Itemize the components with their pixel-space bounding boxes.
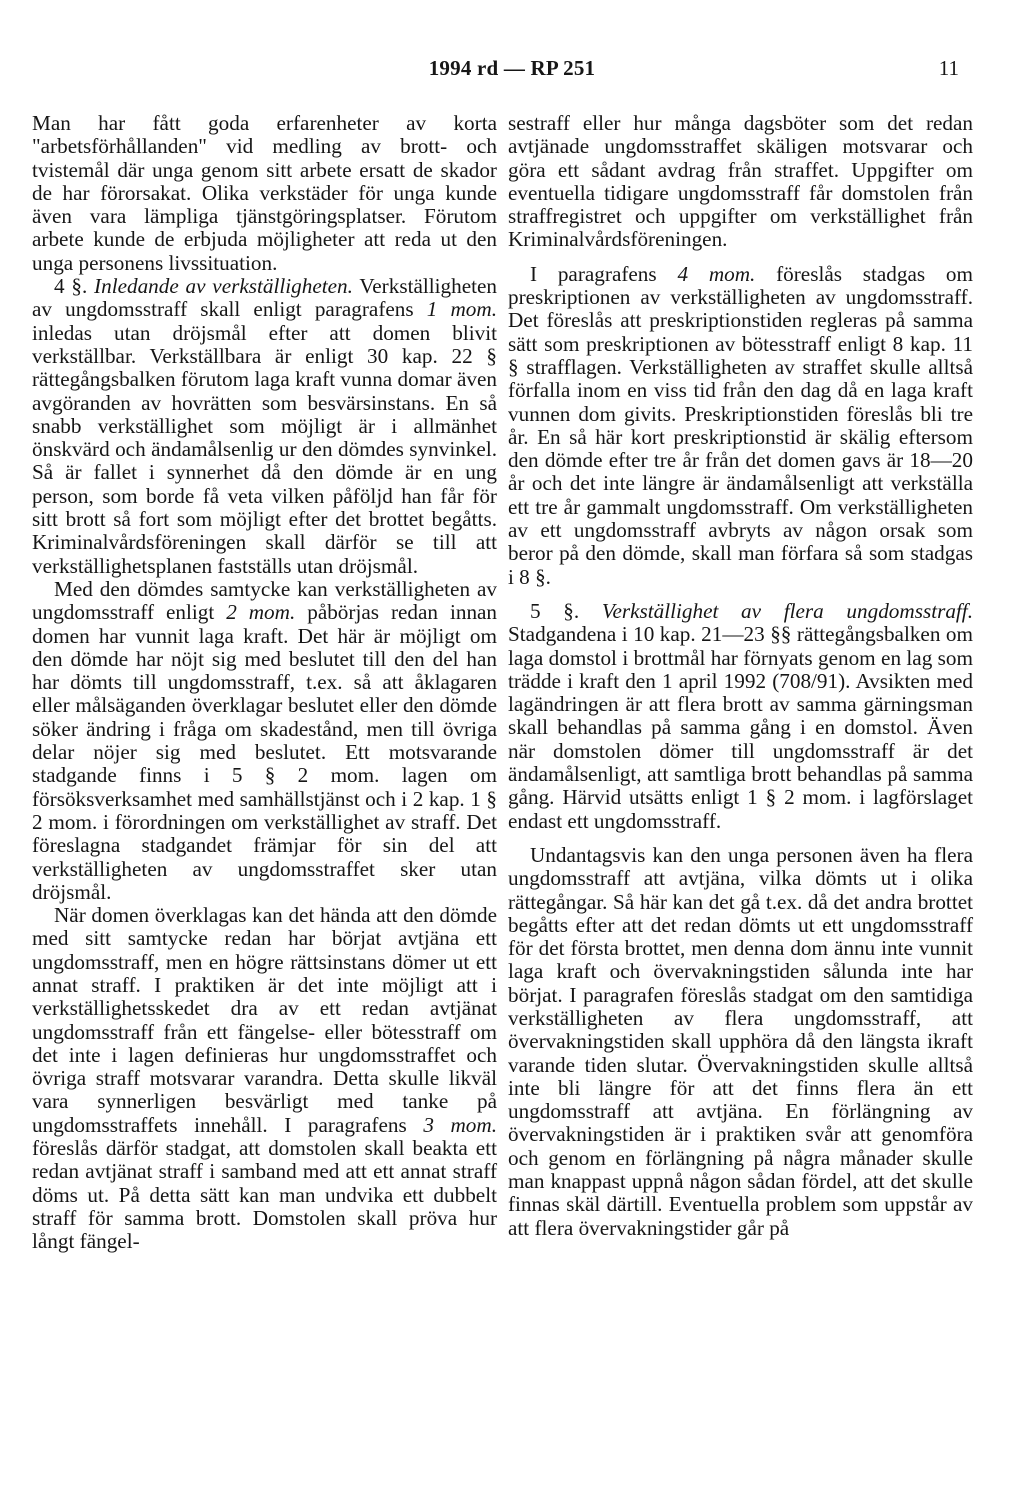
paragraph-text: föreslås stadgas om preskriptionen av verkställigheten av ungdomsstraff. Det föreslås att preskriptionstiden regleras på samma sätt som preskriptionen av bötesstraff enligt 8 kap. 11 § strafflagen. Verkställigheten av straffet skulle alltså förfalla inom en viss tid från den dag då en laga kraft vunnen dom givits. Preskriptionstiden föreslås bli tre år. En så här kort preskriptionstid är skälig eftersom den dömde efter tre år från det domen gavs är 18—20 år och det inte längre är ändamålsenligt att verkställa ett tre år gammalt ungdomsstraff. Om verkställigheten av ett ungdomsstraff avbryts av någon orsak som beror på den dömde, skall man förfara så som stadgas i 8 §. <box>508 261 973 589</box>
moment-reference: 1 mom. <box>426 297 498 322</box>
page-number: 11 <box>938 56 959 80</box>
section-heading: Inledande av verkställigheten. <box>94 274 353 299</box>
paragraph <box>32 904 497 1253</box>
paragraph <box>32 578 497 904</box>
paragraph-text: påbörjas redan innan domen har vunnit laga kraft. Det här är möjligt om den dömde har nöjt sig med beslutet till den del han har dömts till ungdomsstraff, t.ex. så att åklagaren eller målsäganden överklagar beslutet eller den dömde söker ändring i fråga om skadestånd, men till övriga delar nöjer sig med beslutet. Ett motsvarande stadgande finns i 5 § 2 mom. lagen om försöksverksamhet med samhällstjänst och i 2 kap. 1 § 2 mom. i förordningen om verkställighet av straff. Det föreslagna stadgandet främjar för sin del att verkställigheten av ungdomsstraffet sker utan dröjsmål. <box>32 600 498 904</box>
right-column <box>508 112 973 1240</box>
moment-reference: 4 mom. <box>677 261 756 286</box>
paragraph <box>32 275 497 578</box>
paragraph-text: Undantagsvis kan den unga personen även ha flera ungdomsstraff att avtjäna, vilka dömts ut i olika rättegångar. Så här kan det gå t.ex. då det andra brottet begåtts efter att det redan dömts ut ett ungdomsstraff för det första brottet, men denna dom ännu inte vunnit laga kraft och övervakningstiden sålunda inte har börjat. I paragrafen föreslås stadgat om den samtidiga verkställigheten av flera ungdomsstraff, att övervakningstiden skall upphöra då den längsta ikraft varande tiden slutar. Övervakningstiden skulle alltså inte bli längre för att det finns flera än ett ungdomsstraff att avtjäna. En förlängning av övervakningstiden är i praktiken svår att genomföra och genom en förlängning på några månader skulle man knappast uppnå någon sådan fördel, att det skulle finnas skäl därtill. Eventuella problem som uppstår av att flera övervakningstider går på <box>508 842 973 1240</box>
section-number: 5 §. <box>530 598 580 623</box>
paragraph <box>508 112 973 252</box>
running-title: 1994 rd — RP 251 <box>428 56 596 80</box>
paragraph <box>32 112 497 275</box>
section-heading: Verkställighet av flera ungdomsstraff. <box>601 598 973 623</box>
paragraph <box>508 600 973 833</box>
paragraph-text: föreslås därför stadgat, att domstolen skall beakta ett redan avtjänat straff i samband med att ett annat straff döms ut. På detta sätt kan man undvika ett dubbelt straff för samma brott. Domstolen skall pröva hur långt fängel- <box>32 1136 497 1254</box>
paragraph-text: inledas utan dröjsmål efter att domen blivit verkställbar. Verkställbara är enligt 30 kap. 22 § rättegångsbalken förutom laga kraft vunna domar även avgöranden av hovrätten som besvärsinstans. En så snabb verkställighet som möjligt är i allmänhet önskvärd och ändamålsenlig ur den dömdes synvinkel. Så är fallet i synnerhet då den dömde är en ung person, som borde få veta vilken påföljd han får för sitt brott så fort som möjligt efter det brottet begåtts. Kriminalvårdsföreningen skall därför se till att verkställighetsplanen fastställs utan dröjsmål. <box>32 320 497 578</box>
moment-reference: 2 mom. <box>226 600 296 625</box>
paragraph-text: sestraff eller hur många dagsböter som det redan avtjänade ungdomsstraffet skäligen motsvarar och göra ett sådant avdrag från straffet. Uppgifter om eventuella tidigare ungdomsstraff får domstolen från straffregistret och uppgifter om verkställighet från Kriminalvårdsföreningen. <box>508 111 973 252</box>
paragraph-text: Med den dömdes samtycke kan verkställigheten av ungdomsstraff enligt <box>32 576 497 625</box>
paragraph-text: Man har fått goda erfarenheter av korta "arbetsförhållanden" vid medling av brott- och tvistemål där unga genom sitt arbete ersatt de skador de har förorsakat. Olika verkstäder för unga kunde även vara lämpliga tjänstgöringsplatser. Förutom arbete kunde de erbjuda möjligheter att reda ut den unga personens livssituation. <box>32 111 497 275</box>
paragraph-text: Verkställigheten av ungdomsstraff skall enligt paragrafens <box>32 274 498 322</box>
section-number: 4 §. <box>54 274 88 299</box>
left-column <box>32 112 497 1254</box>
paragraph-text: Stadgandena i 10 kap. 21—23 §§ rättegångsbalken om laga domstol i brottmål har förnyats genom en lag som trädde i kraft den 1 april 1992 (708/91). Avsikten med lagändringen är att flera brott av samma gärningsman skall behandlas på samma gång i en domstol. Även när domstolen dömer till ungdomsstraff är det ändamålsenligt, att samtliga brott behandlas på samma gång. Härvid utsätts enligt 1 § 2 mom. i lagförslaget endast ett ungdomsstraff. <box>508 622 973 833</box>
moment-reference: 3 mom. <box>423 1112 498 1137</box>
page-header <box>0 56 1024 86</box>
paragraph <box>508 263 973 589</box>
paragraph-text: När domen överklagas kan det hända att den dömde med sitt samtycke redan har börjat avtjäna ett ungdomsstraff, men en högre rättsinstans dömer ut ett annat straff. I praktiken är det inte möjligt att i verkställighetsskedet dra av ett redan avtjänat ungdomsstraff från ett fängelse- eller bötesstraff om det inte i lagen definieras hur ungdomsstraffet och övriga straff motsvarar varandra. Detta skulle likväl vara synnerligen besvärligt med tanke på ungdomsstraffets innehåll. I paragrafens <box>32 903 497 1137</box>
paragraph <box>508 844 973 1240</box>
paragraph-text: I paragrafens <box>530 261 657 286</box>
